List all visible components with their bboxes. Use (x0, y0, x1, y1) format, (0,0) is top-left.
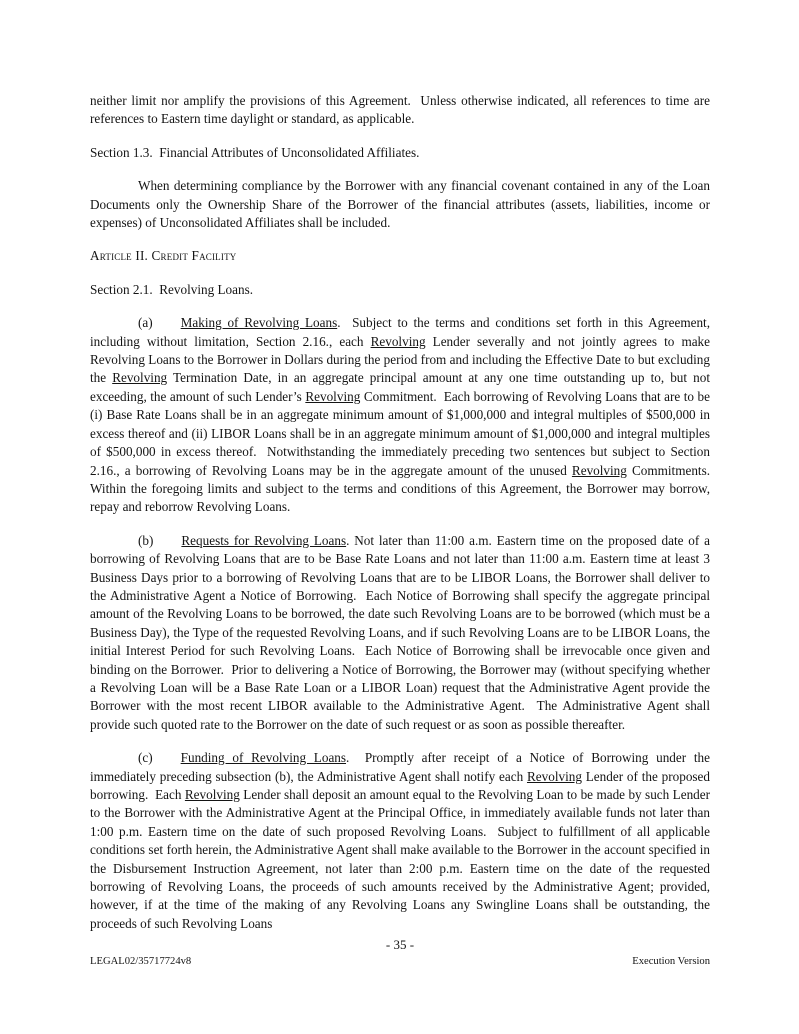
paragraph-continuation: neither limit nor amplify the provisions of this Agreement. Unless otherwise indicated, all references to time are references to Eastern time daylight or standard, as applicable. (90, 93, 714, 127)
section-1-3-heading: Section 1.3. Financial Attributes of Unconsolidated Affiliates. (90, 144, 420, 160)
document-content (90, 92, 717, 933)
page-number: - 35 - (385, 937, 415, 952)
paragraph-b-text: Requests for Revolving Loans. Not later than 11:00 a.m. Eastern time on the proposed date of a borrowing of Revolving Loans that are to be Base Rate Loans and not later than 11:00 a.m. Eastern time at least 3 Business Days prior to a borrowing of Revolving Loans that are to be LIBOR Loans, the Borrower shall deliver to the Administrative Agent a Notice of Borrowing. Each Notice of Borrowing shall specify the aggregate principal amount of the Revolving Loans to be borrowed, the date such Revolving Loans are to be borrowed (which must be a Business Day), the Type of the requested Revolving Loans, and if such Revolving Loans are to be LIBOR Loans, the initial Interest Period for such Revolving Loans. Each Notice of Borrowing shall be irrevocable once given and binding on the Borrower. Prior to delivering a Notice of Borrowing, the Borrower may (without specifying whether a Revolving Loan will be a Base Rate Loan or a LIBOR Loan) request that the Administrative Agent provide the Borrower with the most recent LIBOR available to the Administrative Agent. The Administrative Agent shall provide such quoted rate to the Borrower on the date of such request or as soon as possible thereafter. (90, 532, 714, 732)
paragraph-c-label: (c) (138, 750, 153, 766)
section-1-3-body: When determining compliance by the Borrower with any financial covenant contained in any of the Loan Documents only the Ownership Share of the Borrower of the financial attributes (assets, liabilities, income or expenses) of Unconsolidated Affiliates shall be included. (90, 178, 714, 231)
footer-version-label: Execution Version (632, 956, 710, 967)
article-2-heading: Article II. Credit Facility (90, 248, 237, 264)
paragraph-b (90, 532, 714, 734)
paragraph-a-label: (a) (138, 315, 153, 331)
paragraph-a-text: Making of Revolving Loans. Subject to the terms and conditions set forth in this Agreement, including without limitation, Section 2.16., each Revolving Lender severally and not jointly agrees to make Revolving Loans to the Borrower in Dollars during the period from and including the Effective Date to but excluding the Revolving Termination Date, in an aggregate principal amount at any one time outstanding up to, but not exceeding, the amount of such Lender’s Revolving Commitment. Each borrowing of Revolving Loans that are to be (i) Base Rate Loans shall be in an aggregate minimum amount of $1,000,000 and integral multiples of $500,000 in excess thereof and (ii) LIBOR Loans shall be in an aggregate minimum amount of $1,000,000 and integral multiples of $500,000 in excess thereof. Notwithstanding the immediately preceding two sentences but subject to Section 2.16., a borrowing of Revolving Loans may be in the aggregate amount of the unused Revolving Commitments. Within the foregoing limits and subject to the terms and conditions of this Agreement, the Borrower may borrow, repay and reborrow Revolving Loans. (90, 315, 717, 515)
paragraph-b-label: (b) (138, 532, 154, 548)
paragraph-c-text: Funding of Revolving Loans. Promptly after receipt of a Notice of Borrowing under the immediately preceding subsection (b), the Administrative Agent shall notify each Revolving Lender of the proposed borrowing. Each Revolving Lender shall deposit an amount equal to the Revolving Loan to be made by such Lender to the Borrower with the Administrative Agent at the Principal Office, in immediately available funds not later than 1:00 p.m. Eastern time on the date of such proposed Revolving Loans. Subject to fulfillment of all applicable conditions set forth herein, the Administrative Agent shall make available to the Borrower in the account specified in the Disbursement Instruction Agreement, not later than 2:00 p.m. Eastern time on the date of the requested borrowing of Revolving Loans, the proceeds of such amounts received by the Administrative Agent; provided, however, if at the time of the making of any Revolving Loans any Swingline Loans shall be outstanding, the proceeds of such Revolving Loans (90, 750, 714, 931)
footer-doc-code: LEGAL02/35717724v8 (90, 956, 192, 967)
paragraph-c (90, 749, 714, 933)
section-2-1-heading: Section 2.1. Revolving Loans. (90, 281, 253, 297)
paragraph-a (90, 314, 717, 516)
page-footer (90, 937, 710, 968)
